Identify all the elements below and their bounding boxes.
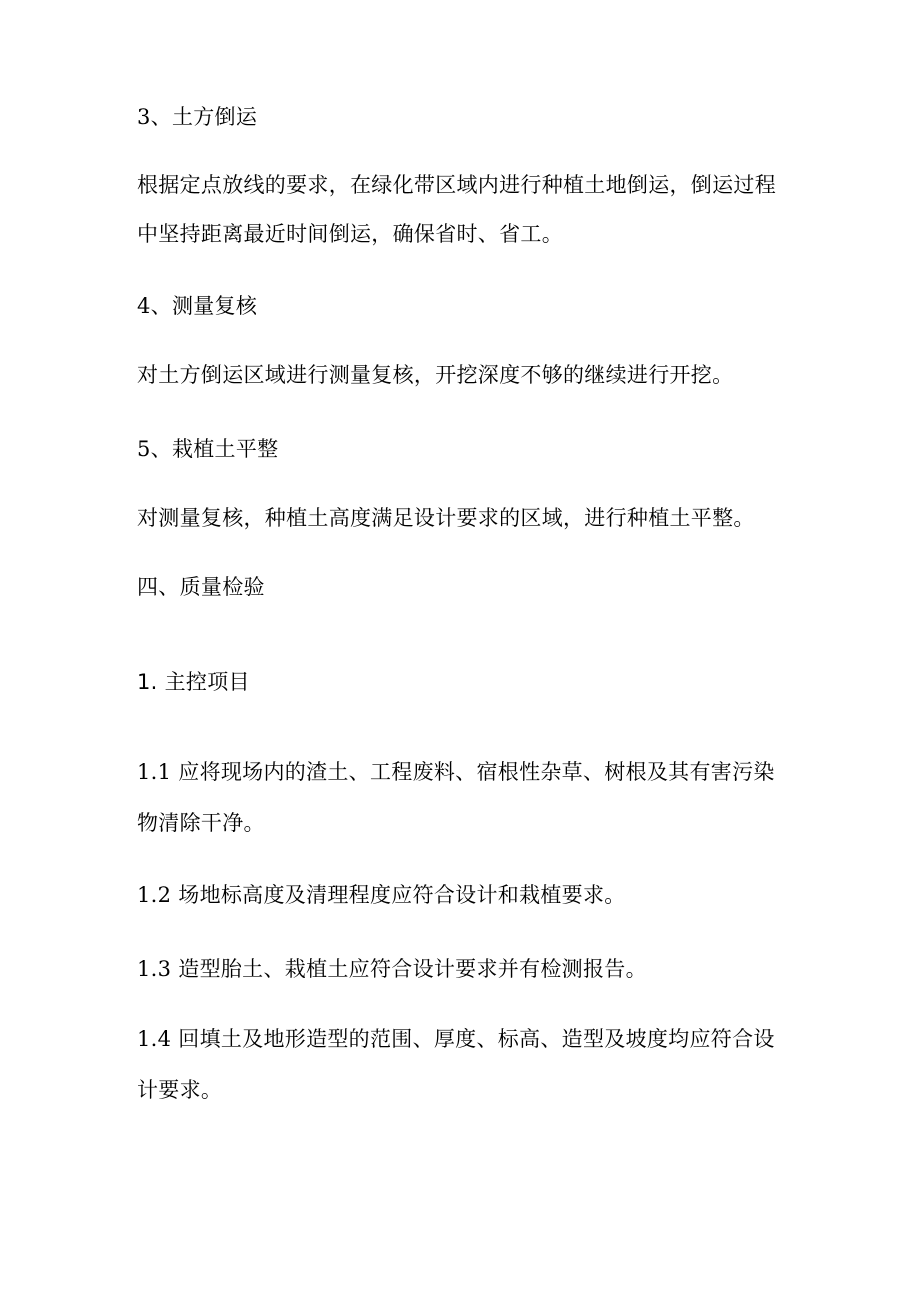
paragraph-earth-transfer-line-2: 中坚持距离最近时间倒运，确保省时、省工。 — [137, 222, 563, 246]
section-heading-soil-leveling: 5、栽植土平整 — [137, 437, 279, 461]
subsection-heading-main-control-items: 1. 主控项目 — [137, 670, 250, 694]
item-1-1-line-1: 1.1 应将现场内的渣土、工程废料、宿根性杂草、树根及其有害污染 — [137, 760, 775, 784]
item-1-3: 1.3 造型胎土、栽植土应符合设计要求并有检测报告。 — [137, 957, 647, 981]
item-1-1-line-2: 物清除干净。 — [137, 811, 265, 835]
item-1-4-line-1: 1.4 回填土及地形造型的范围、厚度、标高、造型及坡度均应符合设 — [137, 1027, 775, 1051]
section-heading-survey-review: 4、测量复核 — [137, 294, 258, 318]
paragraph-soil-leveling: 对测量复核，种植土高度满足设计要求的区域，进行种植土平整。 — [137, 506, 755, 530]
paragraph-earth-transfer-line-1: 根据定点放线的要求，在绿化带区域内进行种植土地倒运，倒运过程 — [137, 173, 776, 197]
item-1-4-line-2: 计要求。 — [137, 1078, 223, 1102]
section-heading-quality-inspection: 四、质量检验 — [137, 575, 265, 599]
paragraph-survey-review: 对土方倒运区域进行测量复核，开挖深度不够的继续进行开挖。 — [137, 363, 734, 387]
item-1-2: 1.2 场地标高度及清理程度应符合设计和栽植要求。 — [137, 883, 626, 907]
section-heading-earth-transfer: 3、土方倒运 — [137, 105, 258, 129]
